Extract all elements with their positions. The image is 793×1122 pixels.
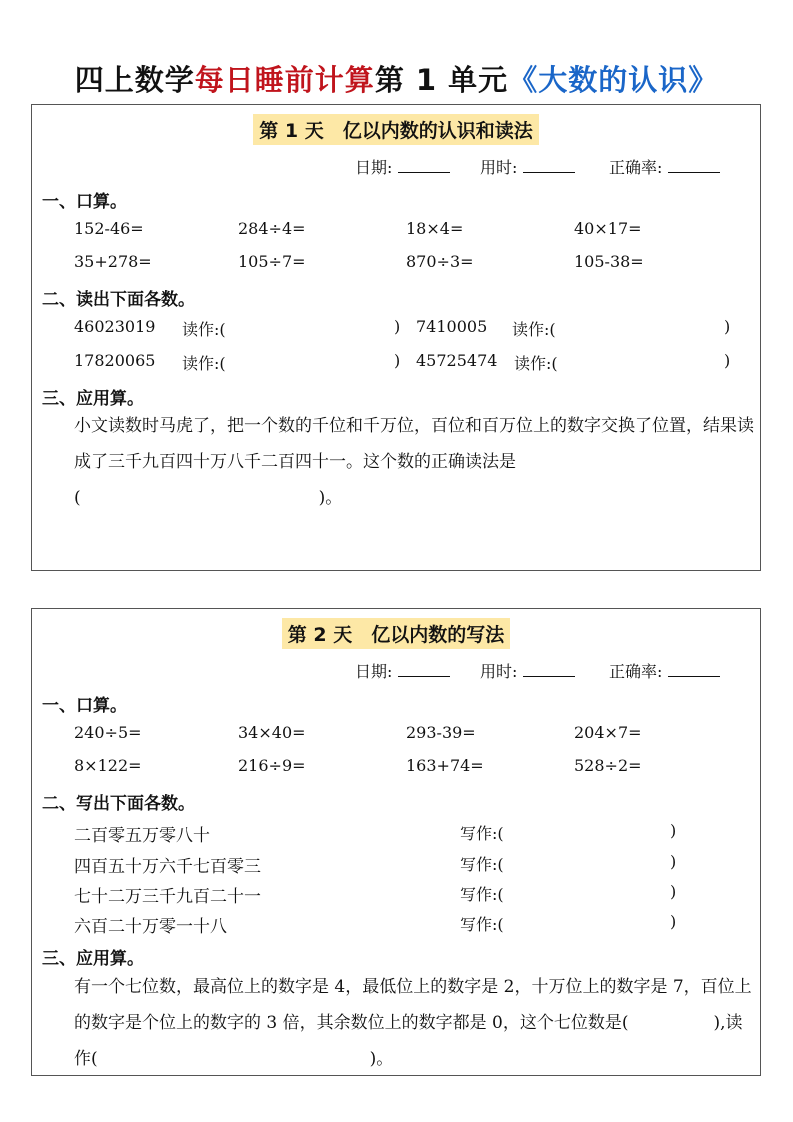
accuracy-field xyxy=(609,155,720,178)
write-words: 六百二十万零一十八 xyxy=(74,917,227,937)
day2-problem-text: 有一个七位数，最高位上的数字是 4，最低位上的数字是 2，十万位上的数字是 7，百位上的数字是个位上的数字的 3 倍，其余数位上的数字都是 0，这个七位数是( ),读作( )。 xyxy=(74,977,752,1069)
read-number: 7410005 xyxy=(416,317,488,336)
day1-section-read: 二、读出下面各数。 xyxy=(42,290,195,310)
day2-mental-item: 8×122= xyxy=(74,756,142,775)
day1-mental-item: 870÷3= xyxy=(406,252,474,271)
accuracy-label: 正确率: xyxy=(609,158,663,177)
day2-section-problem: 三、应用算。 xyxy=(42,949,144,969)
day1-heading: 第 1 天 亿以内数的认识和读法 xyxy=(253,114,538,145)
read-number: 46023019 xyxy=(74,317,156,336)
date-label: 日期: xyxy=(355,158,393,177)
read-close: ) xyxy=(394,351,401,370)
day2-heading: 第 2 天 亿以内数的写法 xyxy=(282,618,510,649)
day2-mental-item: 34×40= xyxy=(238,723,306,742)
day1-mental-item: 105÷7= xyxy=(238,252,306,271)
date-blank[interactable] xyxy=(398,158,450,173)
day2-heading-wrap xyxy=(32,618,760,649)
accuracy-blank[interactable] xyxy=(668,158,720,173)
day2-mental-item: 293-39= xyxy=(406,723,476,742)
day1-card xyxy=(31,104,761,571)
day1-mental-item: 105-38= xyxy=(574,252,644,271)
day2-section-mental: 一、口算。 xyxy=(42,696,127,716)
read-label: 读作:( xyxy=(182,354,226,373)
time-field xyxy=(480,659,575,682)
date-field xyxy=(355,659,450,682)
read-close: ) xyxy=(394,317,401,336)
page-title xyxy=(0,58,793,99)
read-label: 读作:( xyxy=(182,320,226,339)
title-unit: 第 1 单元 xyxy=(374,63,509,97)
read-number: 45725474 xyxy=(416,351,498,370)
write-close: ) xyxy=(670,821,677,840)
accuracy-blank[interactable] xyxy=(668,662,720,677)
write-words: 四百五十万六千七百零三 xyxy=(74,857,261,877)
day1-mental-item: 284÷4= xyxy=(238,219,306,238)
day1-mental-item: 18×4= xyxy=(406,219,464,238)
title-series: 每日睡前计算 xyxy=(194,63,375,97)
title-grade: 四上数学 xyxy=(74,63,195,97)
day2-mental-item: 163+74= xyxy=(406,756,484,775)
write-label: 写作:( xyxy=(460,885,504,904)
write-close: ) xyxy=(670,882,677,901)
accuracy-field xyxy=(609,659,720,682)
read-label: 读作:( xyxy=(512,320,556,339)
date-blank[interactable] xyxy=(398,662,450,677)
date-label: 日期: xyxy=(355,662,393,681)
day1-heading-wrap xyxy=(32,114,760,145)
day2-mental-item: 216÷9= xyxy=(238,756,306,775)
day2-section-write: 二、写出下面各数。 xyxy=(42,794,195,814)
time-field xyxy=(480,155,575,178)
day1-section-mental: 一、口算。 xyxy=(42,192,127,212)
time-blank[interactable] xyxy=(523,662,575,677)
write-close: ) xyxy=(670,912,677,931)
title-topic: 《大数的认识》 xyxy=(508,63,719,97)
write-label: 写作:( xyxy=(460,855,504,874)
day2-mental-item: 240÷5= xyxy=(74,723,142,742)
day1-problem-text: 小文读数时马虎了，把一个数的千位和千万位，百位和百万位上的数字交换了位置，结果读成了三千九百四十万八千二百四十一。这个数的正确读法是( )。 xyxy=(74,416,754,508)
read-close: ) xyxy=(724,351,731,370)
write-words: 二百零五万零八十 xyxy=(74,826,210,846)
write-label: 写作:( xyxy=(460,915,504,934)
read-close: ) xyxy=(724,317,731,336)
write-words: 七十二万三千九百二十一 xyxy=(74,887,261,907)
write-label: 写作:( xyxy=(460,824,504,843)
date-field xyxy=(355,155,450,178)
day1-section-problem: 三、应用算。 xyxy=(42,389,144,409)
time-label: 用时: xyxy=(480,662,518,681)
time-label: 用时: xyxy=(480,158,518,177)
read-number: 17820065 xyxy=(74,351,156,370)
write-close: ) xyxy=(670,852,677,871)
time-blank[interactable] xyxy=(523,158,575,173)
day2-mental-item: 204×7= xyxy=(574,723,642,742)
day2-mental-item: 528÷2= xyxy=(574,756,642,775)
day2-card xyxy=(31,608,761,1076)
day1-mental-item: 40×17= xyxy=(574,219,642,238)
day1-mental-item: 152-46= xyxy=(74,219,144,238)
day1-mental-item: 35+278= xyxy=(74,252,152,271)
read-label: 读作:( xyxy=(514,354,558,373)
accuracy-label: 正确率: xyxy=(609,662,663,681)
